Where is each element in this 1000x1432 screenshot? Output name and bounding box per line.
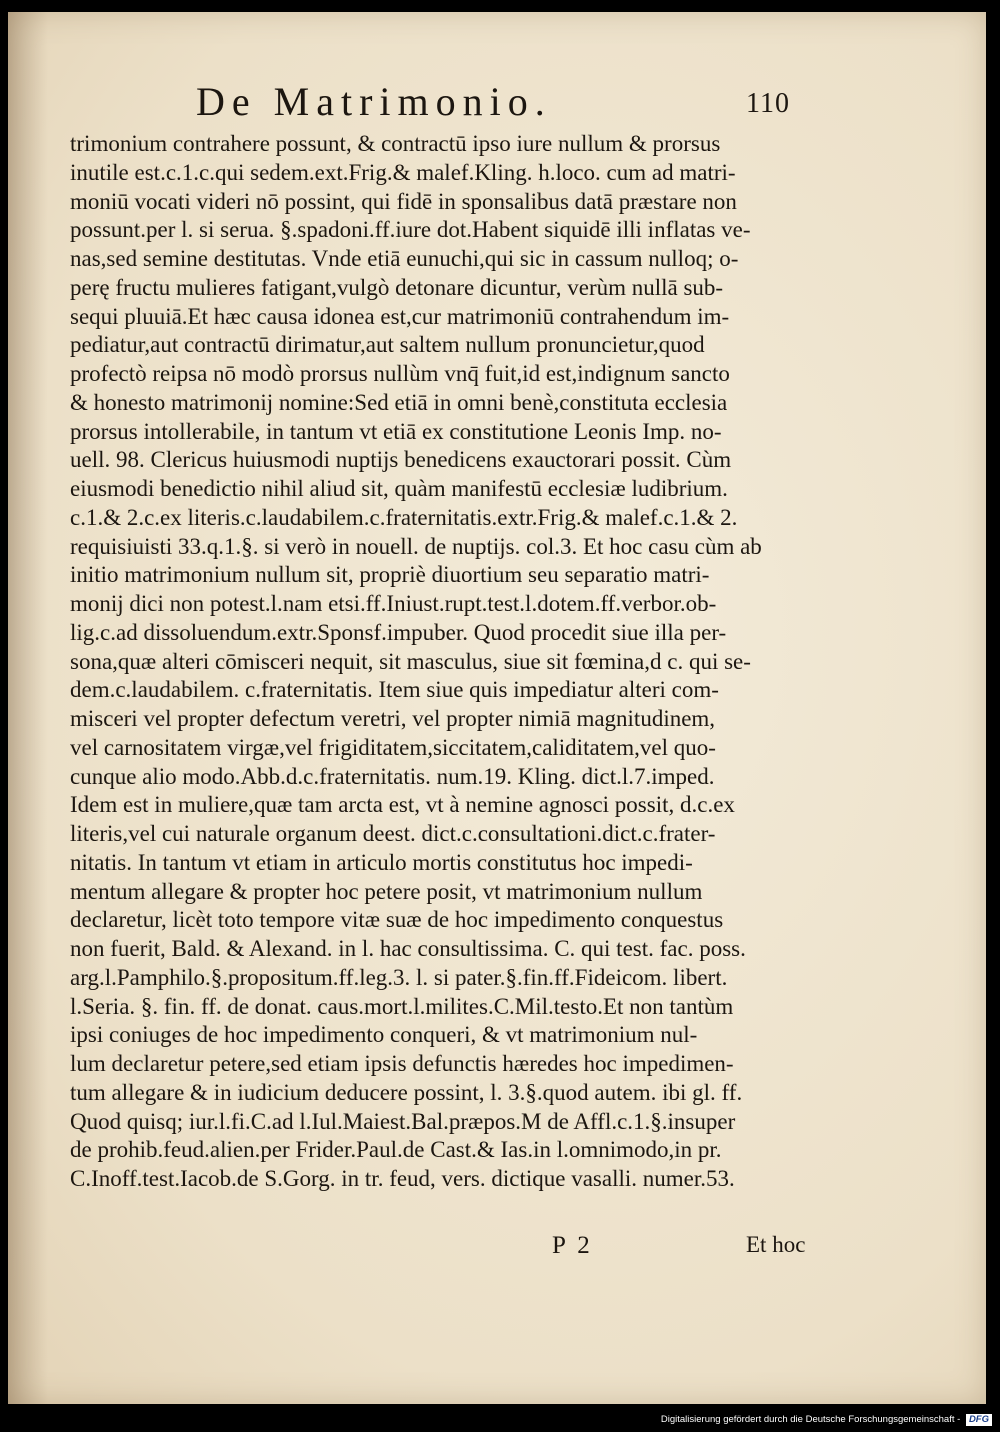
digitization-credit-text: Digitalisierung gefördert durch die Deutsche Forschungsgemeinschaft - <box>660 1414 961 1425</box>
text-line: trimonium contrahere possunt, & contractū ipso iure nullum & prorsus <box>70 131 721 156</box>
text-line: nas,sed semine destitutas. Vnde etiā eunuchi,qui sic in cassum nulloq; o- <box>70 246 739 271</box>
text-line: eiusmodi benedictio nihil aliud sit, quàm manifestū ecclesiæ ludibrium. <box>70 476 728 501</box>
text-line: lum declaretur petere,sed etiam ipsis defunctis hæredes hoc impedimen- <box>70 1051 734 1076</box>
text-line: vel carnositatem virgæ,vel frigiditatem,siccitatem,caliditatem,vel quo- <box>70 734 716 760</box>
page-number: 110 <box>746 88 790 119</box>
digitization-credit <box>661 1414 992 1426</box>
catchword: Et hoc <box>746 1232 806 1257</box>
text-line: C.Inoff.test.Iacob.de S.Gorg. in tr. feud, vers. dictique vasalli. numer.53. <box>70 1166 735 1191</box>
text-line: profectò reipsa nō modò prorsus nullùm vnq̄ fuit,id est,indignum sancto <box>70 361 730 386</box>
text-line: pediatur,aut contractū dirimatur,aut saltem nullum pronuncietur,quod <box>70 332 705 358</box>
text-line: monij dici non potest.l.nam etsi.ff.Iniust.rupt.test.l.dotem.ff.verbor.ob- <box>70 591 717 616</box>
book-page <box>8 12 986 1404</box>
text-line: requisiuisti 33.q.1.§. si verò in nouell. de nuptijs. col.3. Et hoc casu cùm ab <box>70 533 762 559</box>
text-line: non fuerit, Bald. & Alexand. in l. hac consultissima. C. qui test. fac. poss. <box>70 936 746 961</box>
text-line: lig.c.ad dissoluendum.extr.Sponsf.impuber. Quod procedit siue illa per- <box>70 619 727 645</box>
text-line: possunt.per l. si serua. §.spadoni.ff.iure dot.Habent siquidē illi inflatas ve- <box>70 217 751 243</box>
text-line: & honesto matrimonij nomine:Sed etiā in omni benè,constituta ecclesia <box>70 389 728 415</box>
text-line: misceri vel propter defectum veretri, vel propter nimiā magnitudinem, <box>70 706 716 731</box>
text-line: ipsi coniuges de hoc impedimento conqueri, & vt matrimonium nul- <box>70 1022 698 1048</box>
signature-mark: P 2 <box>552 1232 593 1259</box>
text-line: declaretur, licèt toto tempore vitæ suæ de hoc impedimento conquestus <box>70 907 724 933</box>
text-line: literis,vel cui naturale organum deest. dict.c.consultationi.dict.c.frater- <box>70 821 716 846</box>
text-line: c.1.& 2.c.ex literis.c.laudabilem.c.fraternitatis.extr.Frig.& malef.c.1.& 2. <box>70 504 738 530</box>
text-line: l.Seria. §. fin. ff. de donat. caus.mort.l.milites.C.Mil.testo.Et non tantùm <box>70 993 734 1019</box>
running-head: De Matrimonio. <box>196 79 552 124</box>
text-line: arg.l.Pamphilo.§.propositum.ff.leg.3. l. si pater.§.fin.ff.Fideicom. libert. <box>70 964 728 990</box>
text-line: nitatis. In tantum vt etiam in articulo mortis constitutus hoc impedi- <box>70 849 693 875</box>
text-line: prorsus intollerabile, in tantum vt etiā ex constitutione Leonis Imp. no- <box>70 418 722 444</box>
text-line: dem.c.laudabilem. c.fraternitatis. Item siue quis impediatur alteri com- <box>70 677 719 703</box>
body-text <box>70 130 830 1194</box>
text-line: moniū vocati videri nō possint, qui fidē in sponsalibus datā præstare non <box>70 188 737 214</box>
dfg-logo: DFG <box>966 1414 992 1426</box>
text-line: mentum allegare & propter hoc petere posit, vt matrimonium nullum <box>70 878 703 904</box>
text-line: Idem est in muliere,quæ tam arcta est, vt à nemine agnosci possit, d.c.ex <box>70 792 735 818</box>
page-gutter-shadow <box>8 12 48 1404</box>
text-line: Quod quisq; iur.l.fi.C.ad l.Iul.Maiest.Bal.præpos.M de Affl.c.1.§.insuper <box>70 1108 736 1134</box>
text-line: initio matrimonium nullum sit, propriè diuortium seu separatio matri- <box>70 562 710 588</box>
text-line: sequi pluuiā.Et hæc causa idonea est,cur matrimoniū contrahendum im- <box>70 303 730 329</box>
text-line: perę fructu mulieres fatigant,vulgò detonare dicuntur, verùm nullā sub- <box>70 274 724 300</box>
text-line: inutile est.c.1.c.qui sedem.ext.Frig.& malef.Kling. h.loco. cum ad matri- <box>70 159 736 185</box>
text-line: de prohib.feud.alien.per Frider.Paul.de Cast.& Ias.in l.omnimodo,in pr. <box>70 1137 722 1163</box>
text-line: uell. 98. Clericus huiusmodi nuptijs benedicens exauctorari possit. Cùm <box>70 447 732 473</box>
text-line: sona,quæ alteri cōmisceri nequit, sit masculus, siue sit fœmina,d c. qui se- <box>70 648 751 674</box>
text-line: tum allegare & in iudicium deducere possint, l. 3.§.quod autem. ibi gl. ff. <box>70 1079 743 1105</box>
text-line: cunque alio modo.Abb.d.c.fraternitatis. num.19. Kling. dict.l.7.imped. <box>70 763 715 789</box>
